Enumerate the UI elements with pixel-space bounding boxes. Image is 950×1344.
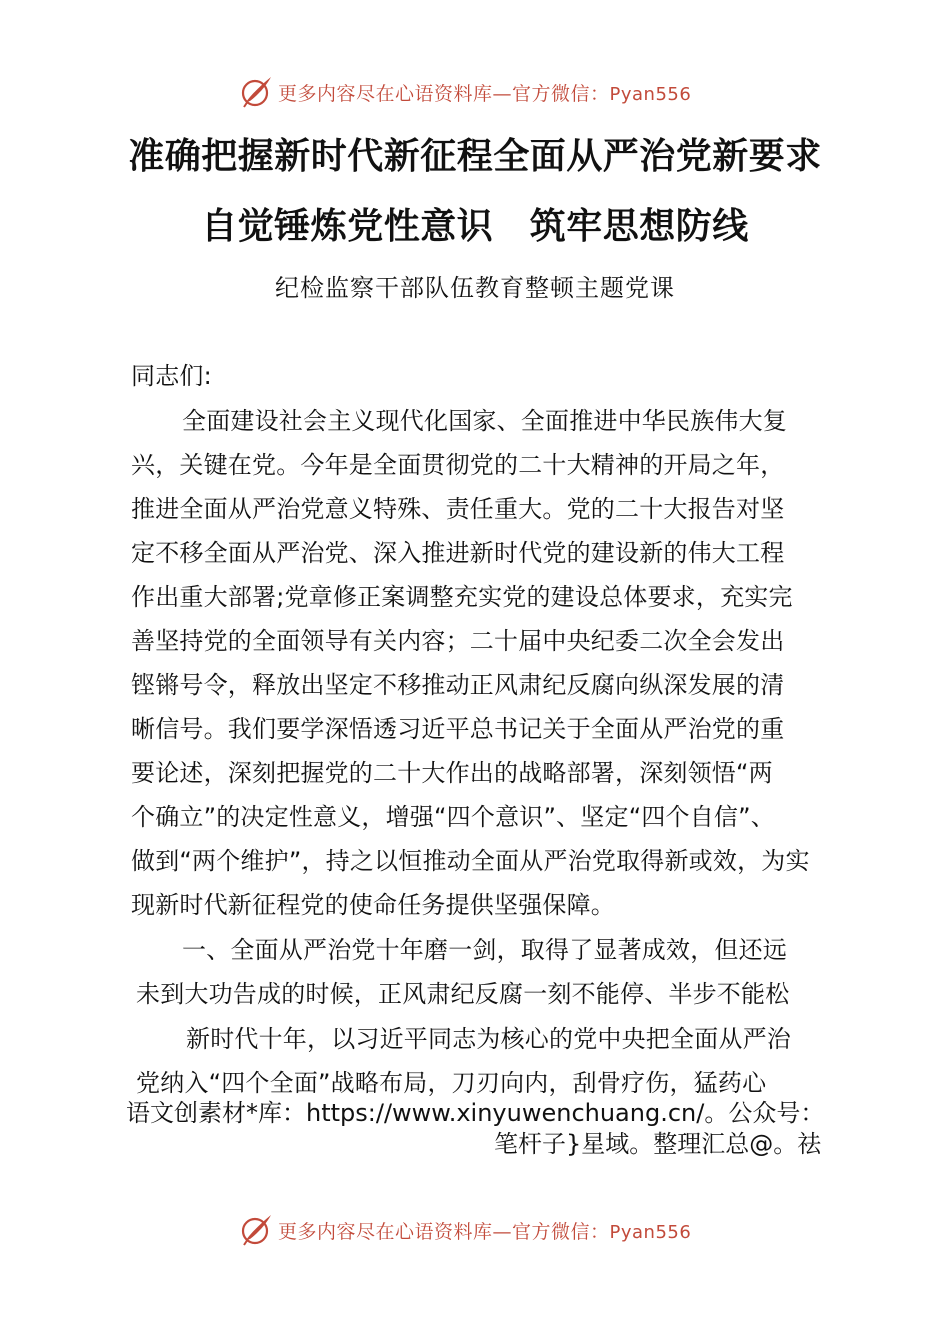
document-subtitle: 纪检监察干部队伍教育整顿主题党课 xyxy=(275,274,675,302)
footer-note-line: 语文创素材*库：https://www.xinyuwenchuang.cn/。公众号： xyxy=(126,1099,825,1127)
watermark-text: 更多内容尽在心语资料库—官方微信：Pyan556 xyxy=(278,1220,692,1243)
section-heading-line: 一、全面从严治党十年磨一剑，取得了显著成效，但还远 xyxy=(182,936,787,964)
paragraph-line: 全面建设社会主义现代化国家、全面推进中华民族伟大复 xyxy=(182,407,787,435)
document-title-line1: 准确把握新时代新征程全面从严治党新要求 xyxy=(128,135,822,177)
watermark-code: Pyan556 xyxy=(609,1221,692,1243)
document-title-line2: 自觉锤炼党性意识 筑牢思想防线 xyxy=(201,205,749,247)
watermark-banner-top xyxy=(238,72,691,112)
watermark-banner-bottom xyxy=(238,1210,691,1250)
paragraph-line: 党纳入“四个全面”战略布局，刀刃向内，刮骨疗伤，猛药心 xyxy=(136,1069,767,1097)
paragraph-line: 做到“两个维护”，持之以恒推动全面从严治党取得新或效，为实 xyxy=(131,847,810,875)
section-heading-line: 未到大功告成的时候，正风肃纪反腐一刻不能停、半步不能松 xyxy=(136,980,790,1008)
watermark-code: Pyan556 xyxy=(609,83,692,105)
paragraph-line: 推进全面从严治党意义特殊、责任重大。党的二十大报告对坚 xyxy=(131,495,785,523)
quill-logo-icon xyxy=(238,1212,274,1248)
paragraph-line: 晰信号。我们要学深悟透习近平总书记关于全面从严治党的重 xyxy=(131,715,785,743)
salutation: 同志们: xyxy=(131,362,212,390)
paragraph-line: 善坚持党的全面领导有关内容；二十届中央纪委二次全会发出 xyxy=(131,627,785,655)
footer-note-line: 笔杆子}星域。整理汇总@。祛 xyxy=(494,1130,822,1158)
paragraph-line: 个确立”的决定性意义，增强“四个意识”、坚定“四个自信”、 xyxy=(131,803,775,831)
paragraph-line: 作出重大部署;党章修正案调整充实党的建设总体要求，充实完 xyxy=(131,583,793,611)
paragraph-line: 现新时代新征程党的使命任务提供坚强保障。 xyxy=(131,891,615,919)
paragraph-line: 兴，关键在党。今年是全面贯彻党的二十大精神的开局之年， xyxy=(131,451,785,479)
paragraph-line: 定不移全面从严治党、深入推进新时代党的建设新的伟大工程 xyxy=(131,539,785,567)
paragraph-line: 铿锵号令，释放出坚定不移推动正风肃纪反腐向纵深发展的清 xyxy=(131,671,785,699)
quill-logo-icon xyxy=(238,74,274,110)
watermark-text: 更多内容尽在心语资料库—官方微信：Pyan556 xyxy=(278,82,692,105)
paragraph-line: 新时代十年，以习近平同志为核心的党中央把全面从严治 xyxy=(186,1025,791,1053)
paragraph-line: 要论述，深刻把握党的二十大作出的战略部署，深刻领悟“两 xyxy=(131,759,773,787)
